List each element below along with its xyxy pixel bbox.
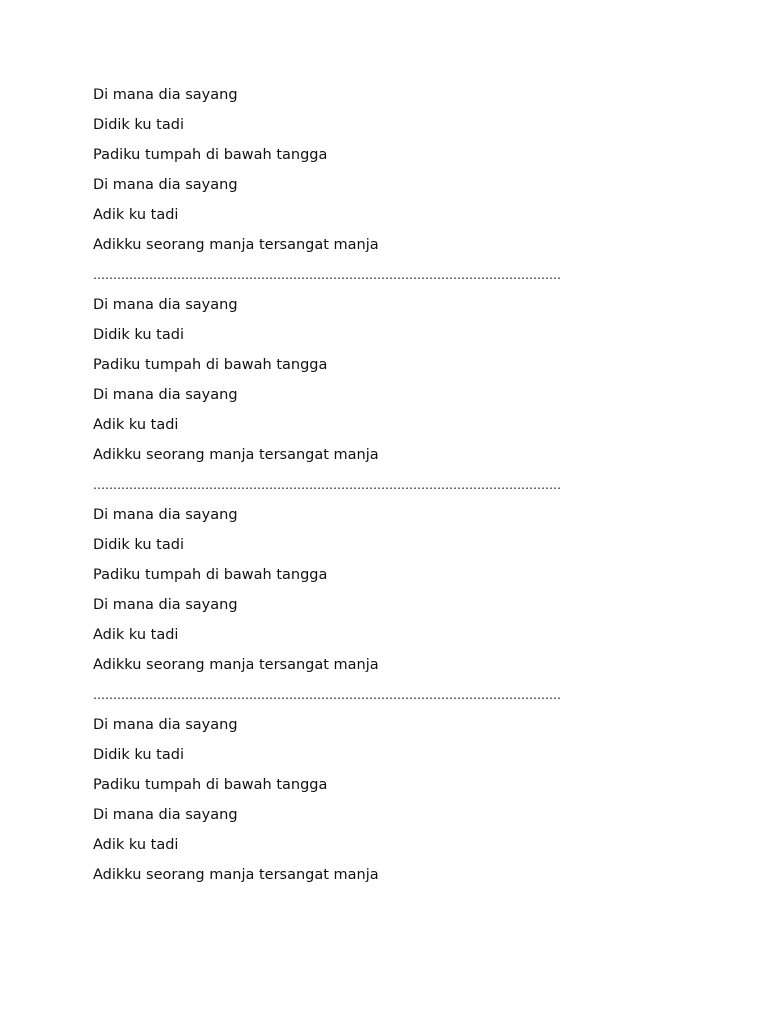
dotted-separator: ……………………………………………………………………………………………………… (93, 478, 561, 492)
lyric-line: Di mana dia sayang (93, 177, 238, 193)
lyric-line: Di mana dia sayang (93, 717, 238, 733)
lyric-line: Di mana dia sayang (93, 297, 238, 313)
lyric-line: Adik ku tadi (93, 837, 179, 853)
lyric-line: Adikku seorang manja tersangat manja (93, 867, 379, 883)
lyric-line: Didik ku tadi (93, 747, 184, 763)
stanza-4 (93, 713, 693, 893)
lyric-line: Di mana dia sayang (93, 807, 238, 823)
lyric-line: Didik ku tadi (93, 537, 184, 553)
lyric-line: Didik ku tadi (93, 117, 184, 133)
dotted-separator: ……………………………………………………………………………………………………… (93, 688, 561, 702)
lyric-line: Didik ku tadi (93, 327, 184, 343)
dotted-separator: ……………………………………………………………………………………………………… (93, 268, 561, 282)
lyric-line: Di mana dia sayang (93, 507, 238, 523)
lyric-line: Di mana dia sayang (93, 87, 238, 103)
stanza-1 (93, 83, 693, 293)
lyric-line: Adik ku tadi (93, 627, 179, 643)
lyric-line: Adikku seorang manja tersangat manja (93, 657, 379, 673)
lyric-line: Di mana dia sayang (93, 597, 238, 613)
lyrics-body (93, 83, 693, 893)
stanza-3 (93, 503, 693, 713)
lyric-line: Padiku tumpah di bawah tangga (93, 147, 328, 163)
lyric-line: Padiku tumpah di bawah tangga (93, 567, 328, 583)
stanza-2 (93, 293, 693, 503)
lyric-line: Adik ku tadi (93, 207, 179, 223)
lyric-line: Padiku tumpah di bawah tangga (93, 777, 328, 793)
lyric-line: Di mana dia sayang (93, 387, 238, 403)
lyric-line: Adik ku tadi (93, 417, 179, 433)
lyric-line: Adikku seorang manja tersangat manja (93, 237, 379, 253)
lyric-line: Adikku seorang manja tersangat manja (93, 447, 379, 463)
lyric-line: Padiku tumpah di bawah tangga (93, 357, 328, 373)
